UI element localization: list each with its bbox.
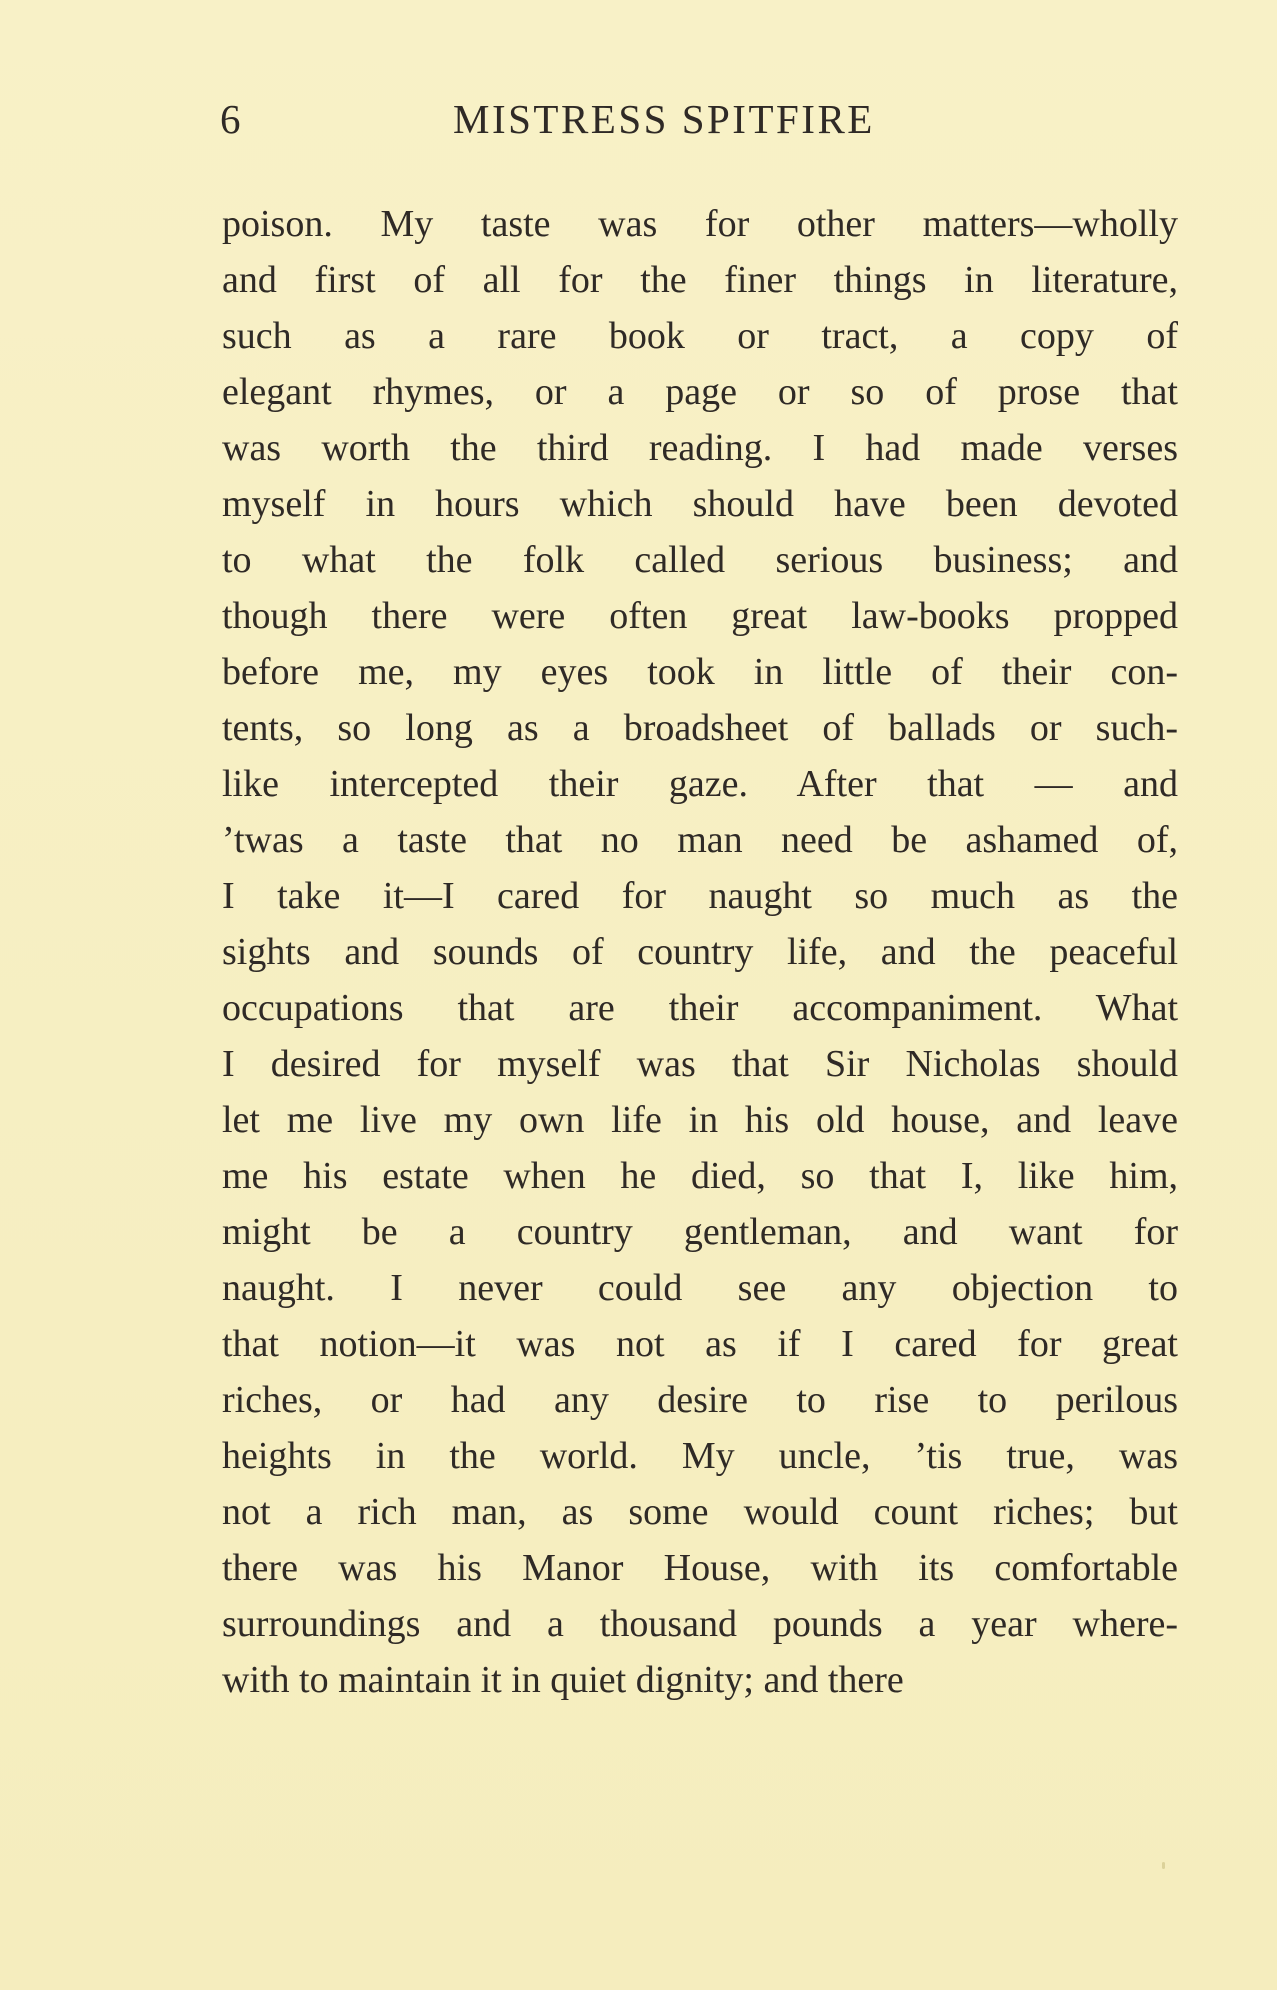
text-line: occupations that are their accompaniment. What bbox=[222, 987, 1178, 1029]
text-line: elegant rhymes, or a page or so of prose that bbox=[222, 371, 1178, 413]
text-line: might be a country gentleman, and want for bbox=[222, 1211, 1178, 1253]
text-line: tents, so long as a broadsheet of ballads or such- bbox=[222, 707, 1178, 749]
running-head bbox=[220, 95, 950, 145]
text-line: I desired for myself was that Sir Nicholas should bbox=[222, 1043, 1178, 1085]
paper-speck bbox=[1162, 1862, 1165, 1869]
text-line: surroundings and a thousand pounds a year where- bbox=[222, 1603, 1178, 1645]
text-line: not a rich man, as some would count riches; but bbox=[222, 1491, 1178, 1533]
text-line: like intercepted their gaze. After that — and bbox=[222, 763, 1178, 805]
text-line: naught. I never could see any objection to bbox=[222, 1267, 1178, 1309]
text-line: such as a rare book or tract, a copy of bbox=[222, 315, 1178, 357]
text-line: myself in hours which should have been devoted bbox=[222, 483, 1178, 525]
text-line: let me live my own life in his old house, and leave bbox=[222, 1099, 1178, 1141]
page-number: 6 bbox=[220, 96, 243, 142]
text-line: I take it—I cared for naught so much as the bbox=[222, 875, 1178, 917]
text-line: to what the folk called serious business; and bbox=[222, 539, 1178, 581]
text-line: sights and sounds of country life, and the peaceful bbox=[222, 931, 1178, 973]
text-line: there was his Manor House, with its comfortable bbox=[222, 1547, 1178, 1589]
text-line: riches, or had any desire to rise to perilous bbox=[222, 1379, 1178, 1421]
book-title: MISTRESS SPITFIRE bbox=[453, 96, 875, 142]
text-line: though there were often great law-books propped bbox=[222, 595, 1178, 637]
text-line: poison. My taste was for other matters—wholly bbox=[222, 203, 1178, 245]
text-line: and first of all for the finer things in literature, bbox=[222, 259, 1178, 301]
text-line: heights in the world. My uncle, ’tis true, was bbox=[222, 1435, 1178, 1477]
body-text bbox=[222, 196, 1178, 1708]
text-line: was worth the third reading. I had made verses bbox=[222, 427, 1178, 469]
text-line: that notion—it was not as if I cared for great bbox=[222, 1323, 1178, 1365]
text-line: before me, my eyes took in little of their con- bbox=[222, 651, 1178, 693]
text-line: me his estate when he died, so that I, like him, bbox=[222, 1155, 1178, 1197]
text-line: ’twas a taste that no man need be ashamed of, bbox=[222, 819, 1178, 861]
text-line: with to maintain it in quiet dignity; and there bbox=[222, 1659, 904, 1701]
